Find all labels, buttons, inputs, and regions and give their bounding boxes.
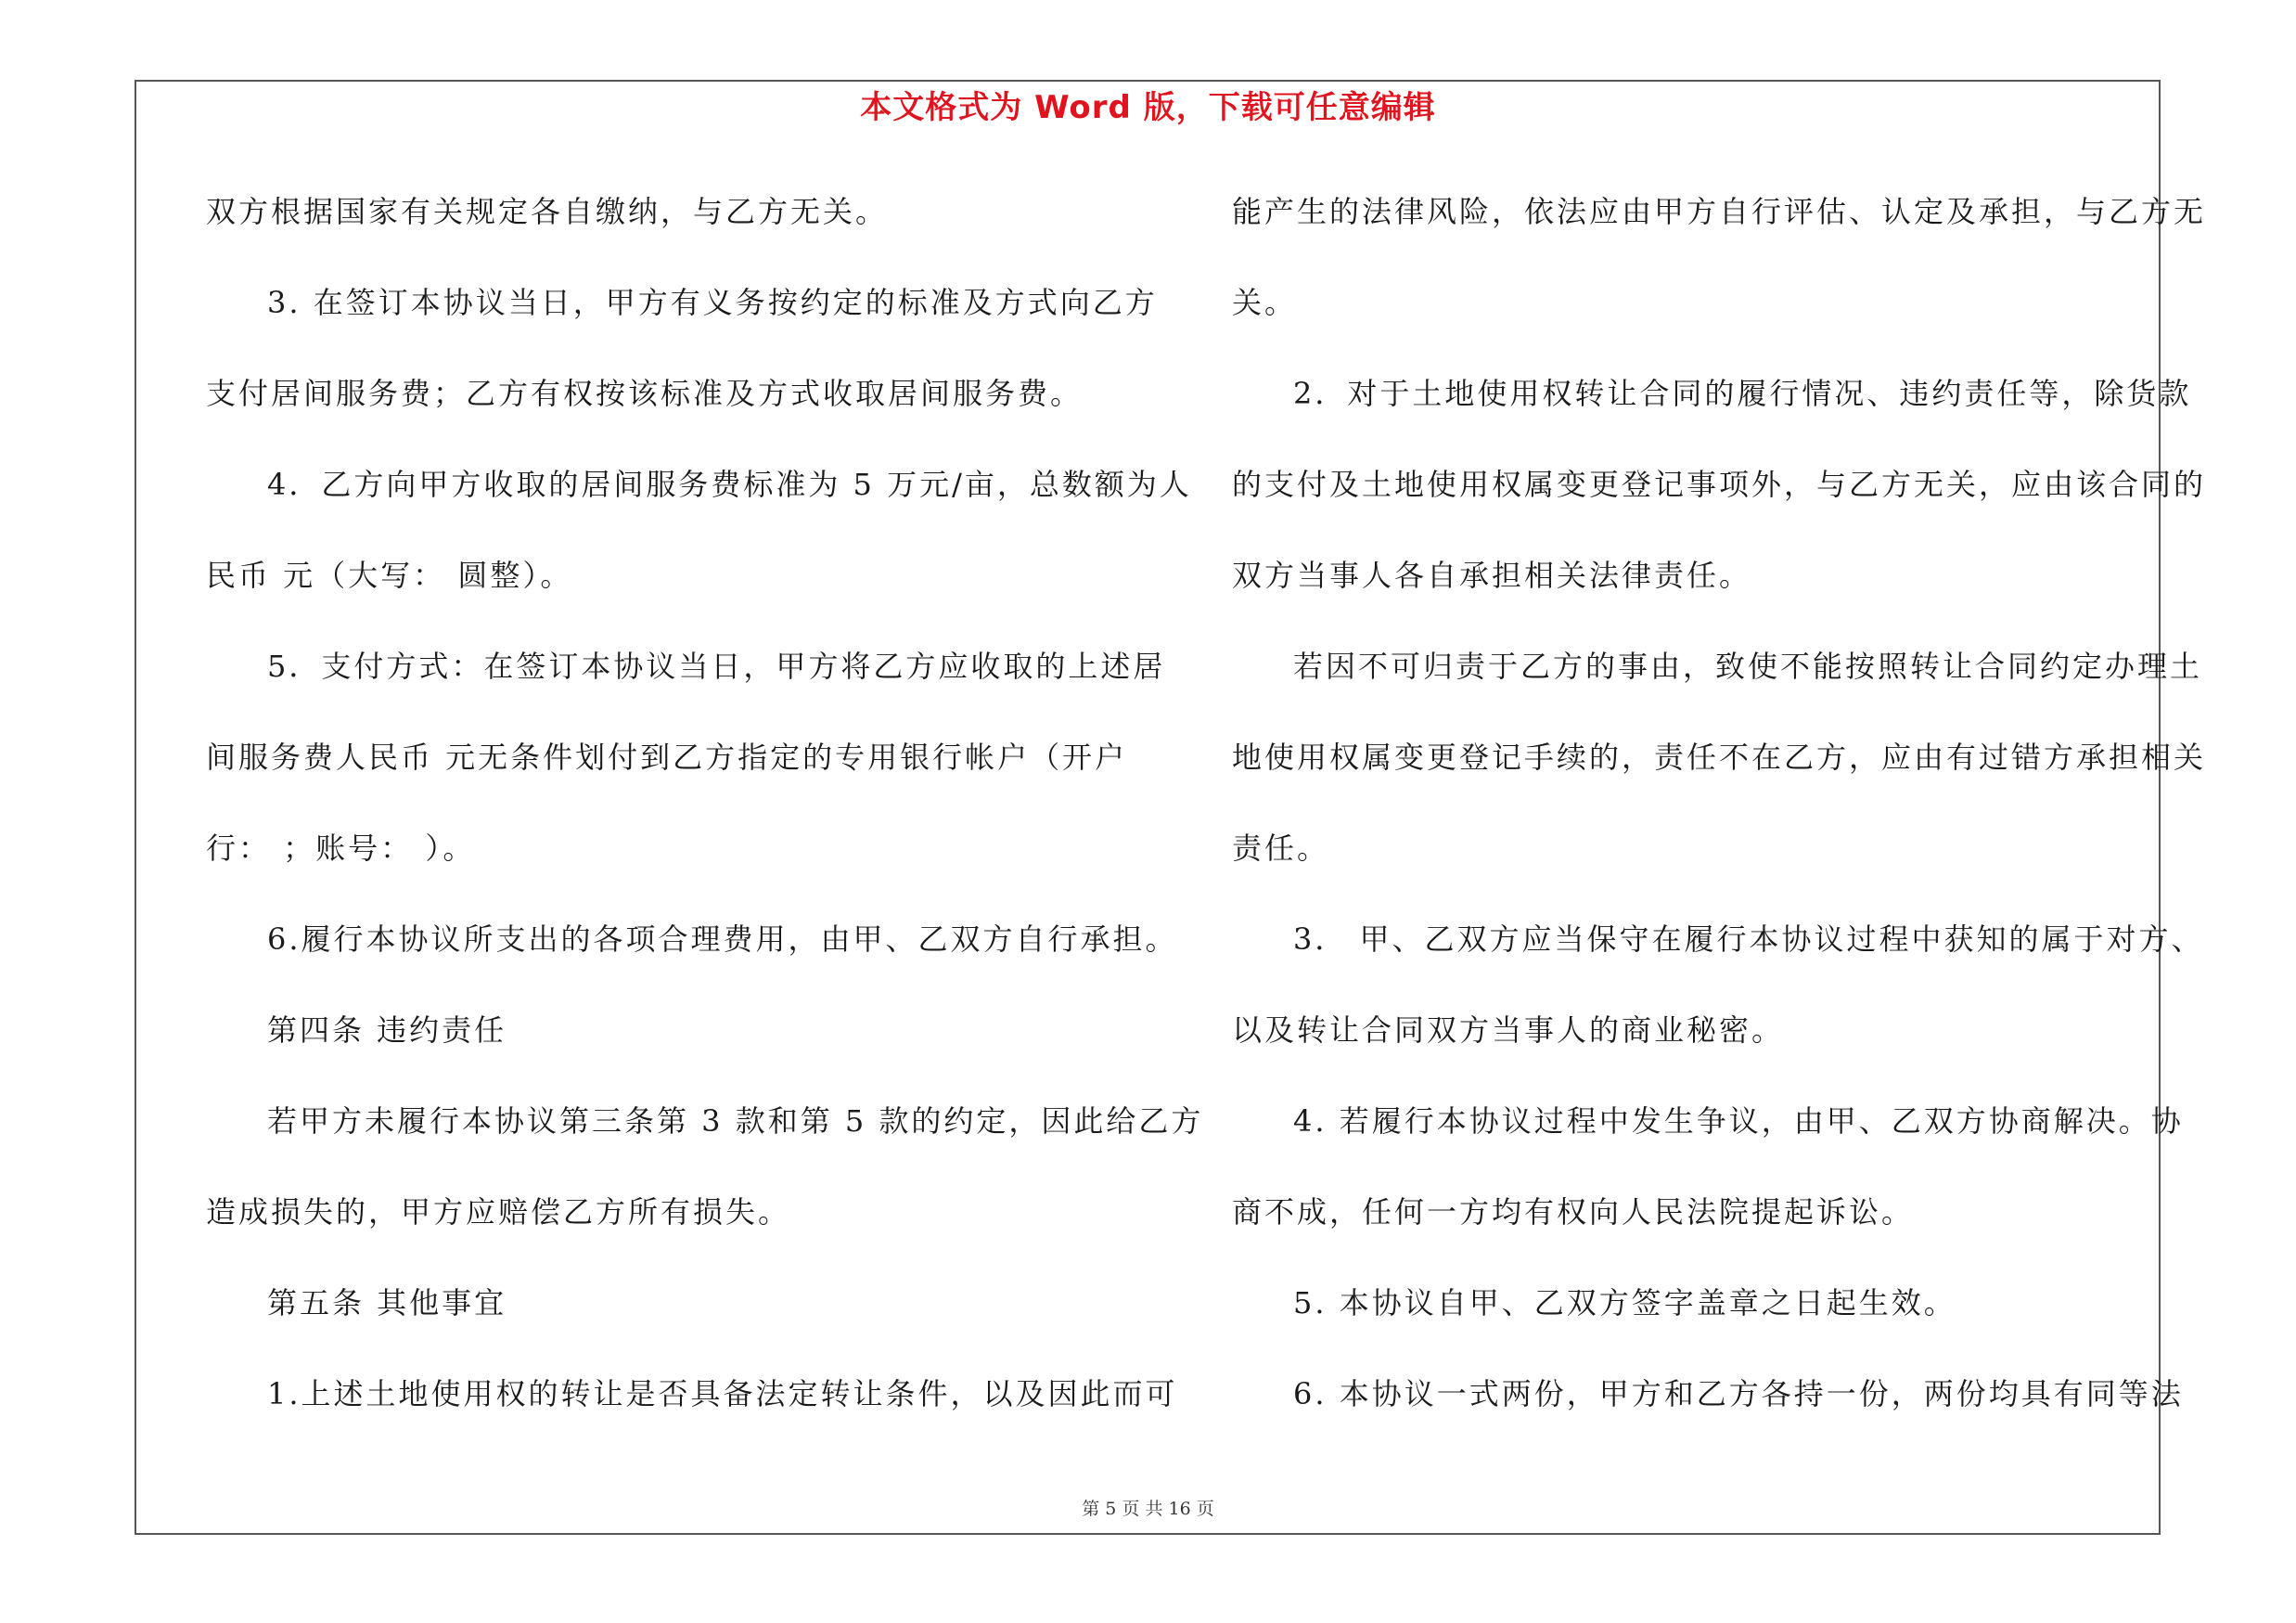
text-line: 双方当事人各自承担相关法律责任。 xyxy=(1232,558,1752,593)
text-line: 第五条 其他事宜 xyxy=(267,1285,507,1320)
text-line: 民币 元（大写： 圆整）。 xyxy=(206,558,573,593)
text-line: 3. 在签订本协议当日，甲方有义务按约定的标准及方式向乙方 xyxy=(267,285,1158,320)
text-line: 间服务费人民币 元无条件划付到乙方指定的专用银行帐户（开户 xyxy=(206,740,1128,775)
text-line: 4. 若履行本协议过程中发生争议，由甲、乙双方协商解决。协 xyxy=(1293,1103,2184,1139)
text-line: 3． 甲、乙双方应当保守在履行本协议过程中获知的属于对方、 xyxy=(1293,921,2204,957)
text-line: 5. 本协议自甲、乙双方签字盖章之日起生效。 xyxy=(1293,1285,1956,1320)
text-line: 以及转让合同双方当事人的商业秘密。 xyxy=(1232,1012,1785,1048)
text-line: 1.上述土地使用权的转让是否具备法定转让条件，以及因此而可 xyxy=(267,1376,1178,1411)
text-line: 支付居间服务费；乙方有权按该标准及方式收取居间服务费。 xyxy=(206,376,1084,411)
text-line: 第四条 违约责任 xyxy=(267,1012,507,1048)
text-line: 造成损失的，甲方应赔偿乙方所有损失。 xyxy=(206,1194,791,1230)
text-line: 双方根据国家有关规定各自缴纳，与乙方无关。 xyxy=(206,194,889,229)
page-number-footer: 第 5 页 共 16 页 xyxy=(1082,1499,1214,1519)
left-column xyxy=(206,183,1204,1456)
text-line: 5．支付方式：在签订本协议当日，甲方将乙方应收取的上述居 xyxy=(267,649,1166,684)
text-line: 能产生的法律风险，依法应由甲方自行评估、认定及承担，与乙方无 xyxy=(1232,194,2207,229)
text-line: 商不成，任何一方均有权向人民法院提起诉讼。 xyxy=(1232,1194,1915,1230)
text-line: 6. 本协议一式两份，甲方和乙方各持一份，两份均具有同等法 xyxy=(1293,1376,2184,1411)
text-line: 4．乙方向甲方收取的居间服务费标准为 5 万元/亩，总数额为人 xyxy=(267,467,1192,502)
format-notice-banner: 本文格式为 Word 版，下载可任意编辑 xyxy=(860,89,1436,126)
text-line: 若甲方未履行本协议第三条第 3 款和第 5 款的约定，因此给乙方 xyxy=(267,1103,1204,1139)
text-line: 关。 xyxy=(1232,285,1298,320)
text-line: 的支付及土地使用权属变更登记事项外，与乙方无关，应由该合同的 xyxy=(1232,467,2207,502)
text-line: 行： ；账号： ）。 xyxy=(206,831,476,866)
text-line: 地使用权属变更登记手续的，责任不在乙方，应由有过错方承担相关 xyxy=(1232,740,2207,775)
text-line: 责任。 xyxy=(1232,831,1330,866)
text-line: 2．对于土地使用权转让合同的履行情况、违约责任等，除货款 xyxy=(1293,376,2192,411)
text-line: 若因不可归责于乙方的事由，致使不能按照转让合同约定办理土 xyxy=(1293,649,2203,684)
right-column xyxy=(1232,183,2207,1456)
text-line: 6.履行本协议所支出的各项合理费用，由甲、乙双方自行承担。 xyxy=(267,921,1178,957)
